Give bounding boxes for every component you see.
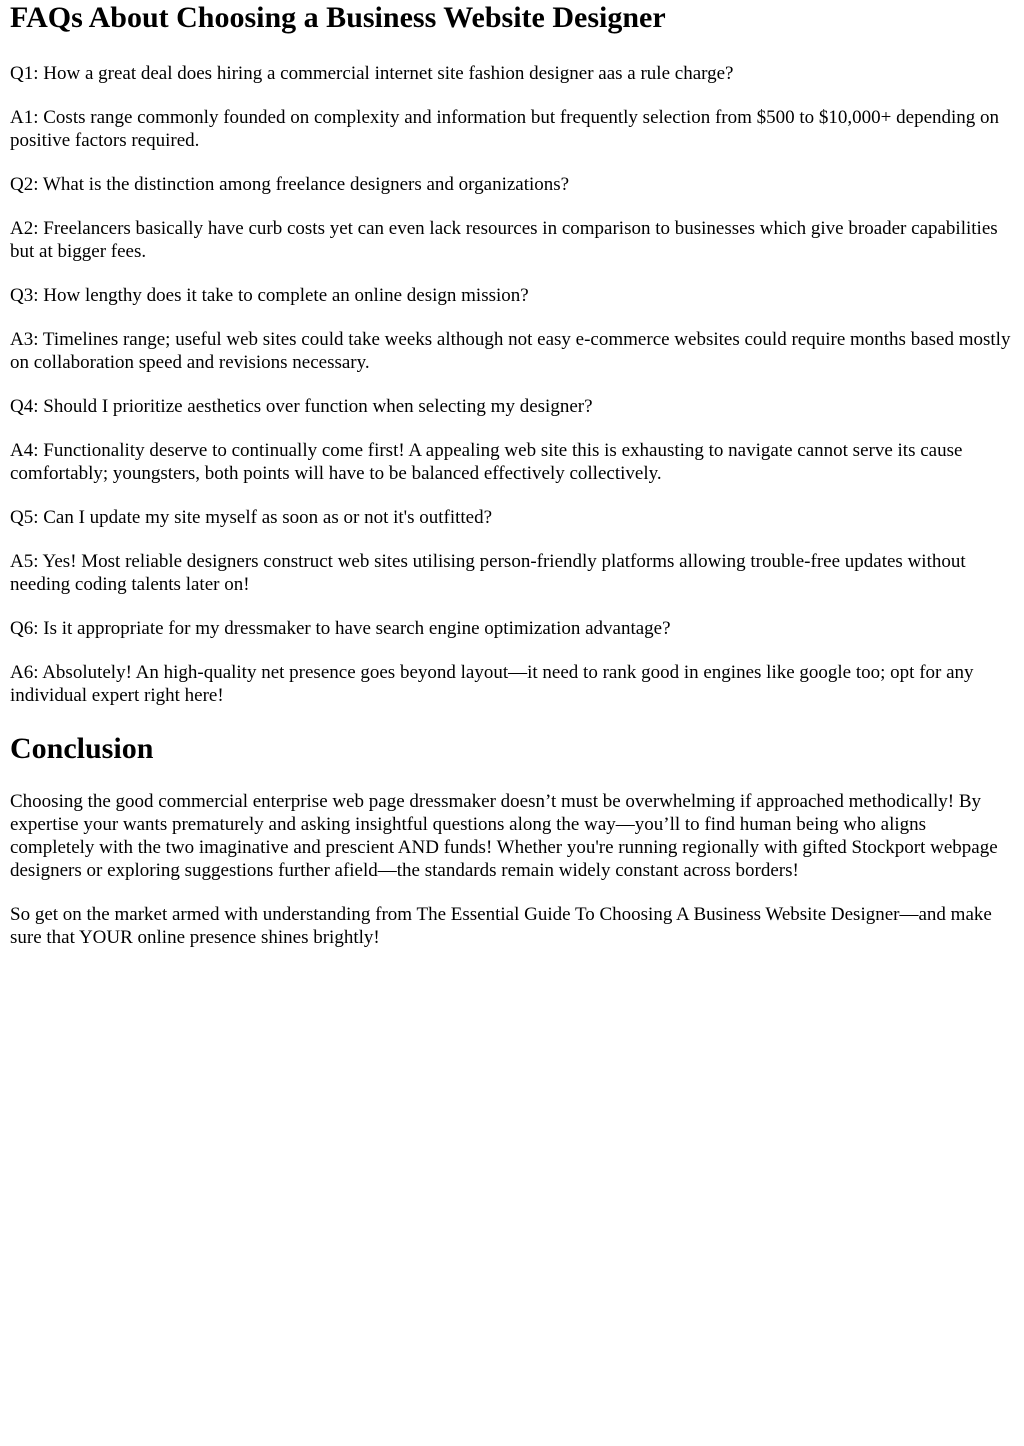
- faq-list: [10, 62, 1014, 707]
- faq-answer: A2: Freelancers basically have curb costs yet can even lack resources in comparison to businesses which give broader capabilities but at bigger fees.: [10, 218, 998, 262]
- faq-question: Q6: Is it appropriate for my dressmaker to have search engine optimization advantage?: [10, 618, 671, 639]
- faq-answer: A1: Costs range commonly founded on complexity and information but frequently selection from $500 to $10,000+ depending on positive factors required.: [10, 107, 1000, 151]
- conclusion-paragraph: So get on the market armed with understanding from The Essential Guide To Choosing A Business Website Designer—and make sure that YOUR online presence shines brightly!: [10, 904, 992, 948]
- faq-answer: A5: Yes! Most reliable designers construct web sites utilising person-friendly platforms allowing trouble-free updates without needing coding talents later on!: [10, 551, 966, 595]
- faq-question: Q5: Can I update my site myself as soon as or not it's outfitted?: [10, 507, 493, 528]
- faq-answer: A4: Functionality deserve to continually come first! A appealing web site this is exhausting to navigate cannot serve its cause comfortably; youngsters, both points will have to be balanced effectively collectively.: [10, 440, 963, 484]
- conclusion-body: [10, 790, 1014, 949]
- faq-answer: A6: Absolutely! An high-quality net presence goes beyond layout—it need to rank good in engines like google too; opt for any individual expert right here!: [10, 662, 974, 706]
- conclusion-heading: Conclusion: [10, 732, 154, 765]
- faq-question: Q2: What is the distinction among freelance designers and organizations?: [10, 174, 570, 195]
- faq-question: Q3: How lengthy does it take to complete an online design mission?: [10, 285, 529, 306]
- conclusion-paragraph: Choosing the good commercial enterprise web page dressmaker doesn’t must be overwhelming if approached methodically! By expertise your wants prematurely and asking insightful questions along the way—you’ll to find human being who aligns completely with the two imaginative and prescient AND funds! Whether you're running regionally with gifted Stockport webpage designers or exploring suggestions further afield—the standards remain widely constant across borders!: [10, 791, 998, 881]
- faq-question: Q1: How a great deal does hiring a commercial internet site fashion designer aas a rule charge?: [10, 63, 734, 84]
- faq-heading: FAQs About Choosing a Business Website Designer: [10, 1, 666, 34]
- faq-question: Q4: Should I prioritize aesthetics over function when selecting my designer?: [10, 396, 593, 417]
- faq-answer: A3: Timelines range; useful web sites could take weeks although not easy e-commerce websites could require months based mostly on collaboration speed and revisions necessary.: [10, 329, 1011, 373]
